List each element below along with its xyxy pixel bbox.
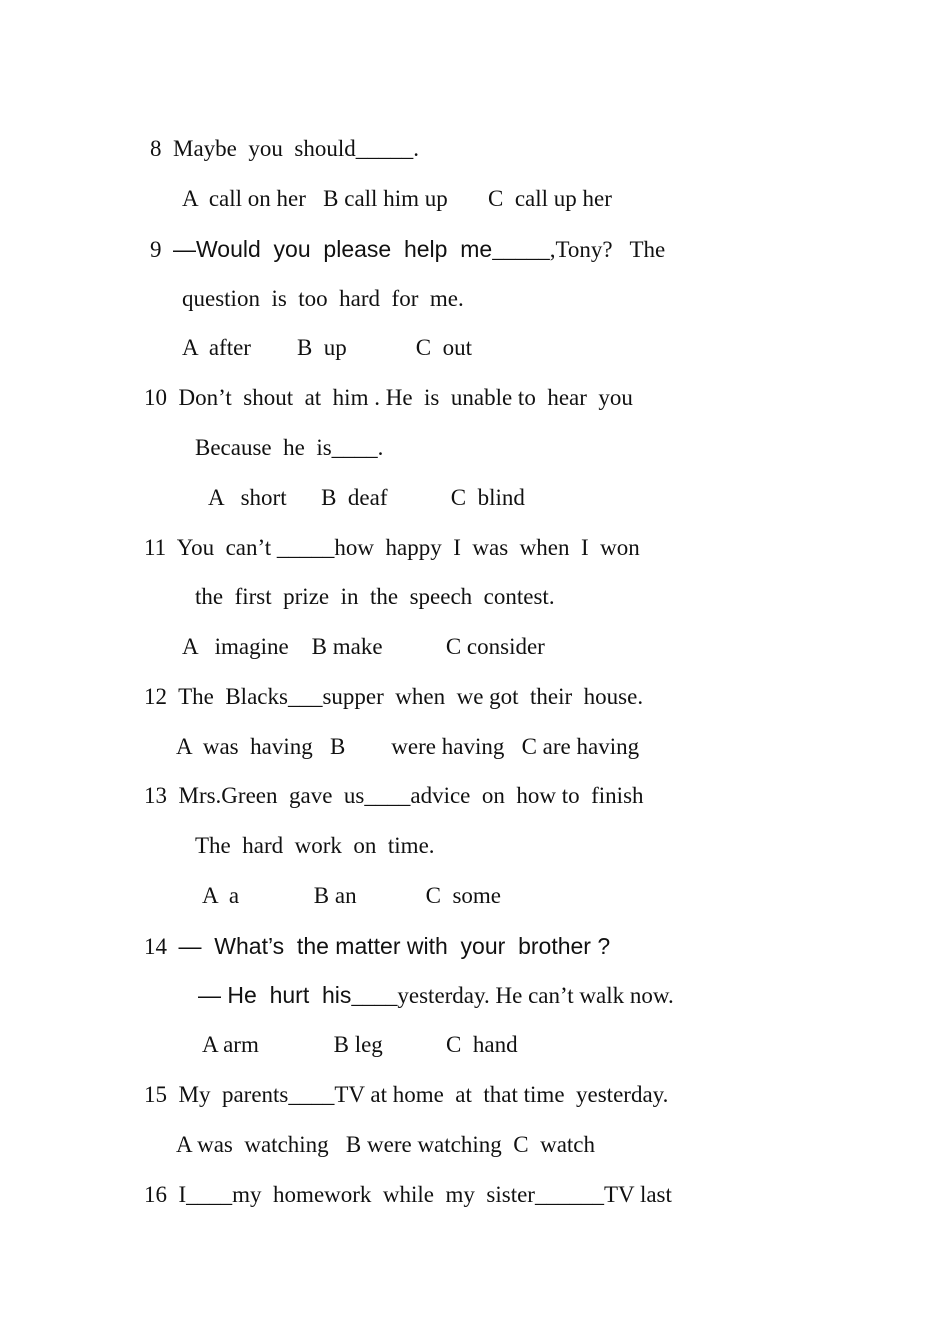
question-14: [144, 931, 610, 962]
question-8-options: A call on her B call him up C call up her: [182, 186, 612, 211]
question-9-number: 9: [150, 237, 173, 262]
question-11-options: A imagine B make C consider: [182, 634, 545, 659]
question-9-options: A after B up C out: [182, 335, 473, 360]
question-9-sans-text: —Would you please help me: [173, 236, 493, 262]
question-15-options: A was watching B were watching C watch: [176, 1132, 596, 1157]
question-13-options: A a B an C some: [202, 883, 501, 908]
question-14-reply: [198, 980, 674, 1011]
question-14-number: 14: [144, 934, 179, 959]
question-14-reply-serif: ____yesterday. He can’t walk now.: [351, 983, 674, 1008]
question-8: 8 Maybe you should_____.: [150, 136, 419, 161]
question-11-continuation: the first prize in the speech contest.: [195, 584, 555, 609]
question-13-continuation: The hard work on time.: [195, 833, 435, 858]
question-14-line-a: — What’s the matter with your brother ?: [178, 933, 611, 959]
question-12: 12 The Blacks___supper when we got their house.: [144, 684, 644, 709]
question-10-continuation: Because he is____.: [195, 435, 384, 460]
question-12-options: A was having B were having C are having: [176, 734, 640, 759]
question-14-options: A arm B leg C hand: [202, 1032, 518, 1057]
question-15: 15 My parents____TV at home at that time yesterday.: [144, 1082, 669, 1107]
question-11: 11 You can’t _____how happy I was when I won: [144, 535, 640, 560]
question-16: 16 I____my homework while my sister______TV last: [144, 1182, 672, 1207]
question-9: [150, 234, 665, 265]
question-14-reply-sans: — He hurt his: [198, 982, 352, 1008]
question-10-options: A short B deaf C blind: [208, 485, 525, 510]
question-10: 10 Don’t shout at him . He is unable to hear you: [144, 385, 633, 410]
question-13: 13 Mrs.Green gave us____advice on how to finish: [144, 783, 644, 808]
question-9-serif-text: _____,Tony? The: [492, 237, 666, 262]
question-9-continuation: question is too hard for me.: [182, 286, 464, 311]
